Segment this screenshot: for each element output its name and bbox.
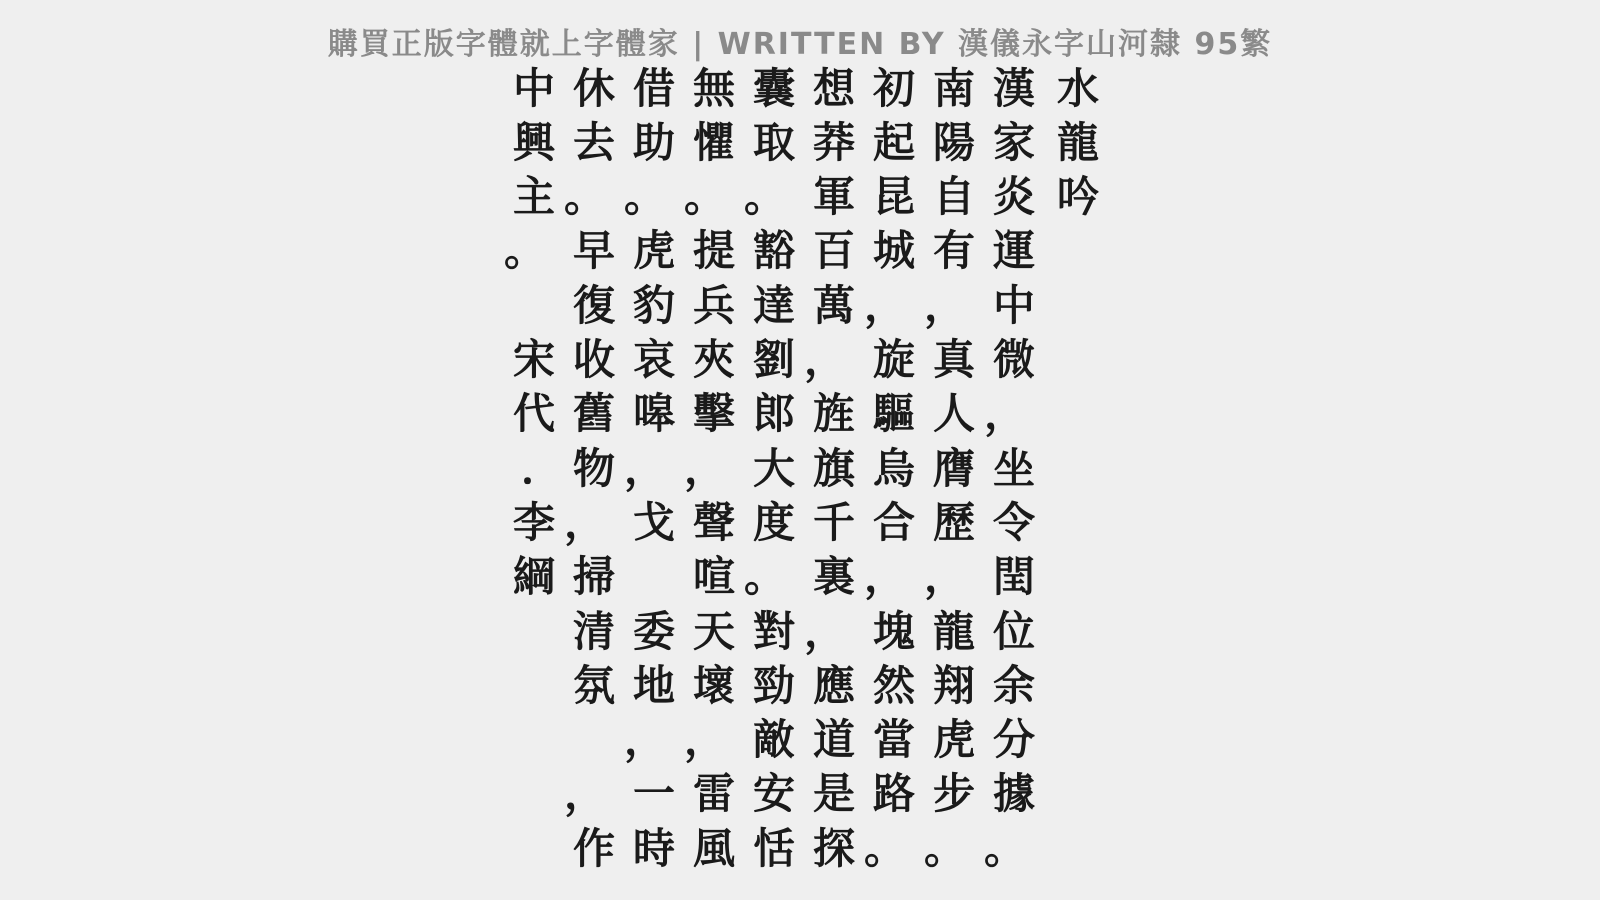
poem-glyph: 烏 [872,443,915,493]
poem-glyph: 無 [692,63,735,113]
poem-glyph: 清 [572,606,615,656]
poem-glyph: 對 [752,606,795,656]
poem-glyph: ， [863,552,906,602]
poem-glyph: 南 [932,63,975,113]
poem-glyph: 。 [743,172,786,222]
poem-glyph: 莽 [812,117,855,167]
poem-glyph: 萬 [812,280,855,330]
poem-glyph: 令 [992,497,1035,547]
poem-glyph: 軍 [812,172,855,222]
watermark-text: 購買正版字體就上字體家 | WRITTEN BY 漢儀永字山河隸 95繁 [327,27,1273,62]
poem-glyph: 助 [632,117,675,167]
poem-glyph: 當 [872,715,915,765]
poem-glyph: 早 [572,226,615,276]
poem-glyph: 地 [632,660,675,710]
poem-glyph: 合 [872,497,915,547]
poem-glyph: 收 [572,335,615,384]
poem-glyph: 位 [992,606,1035,656]
poem-glyph: ， [683,443,726,493]
poem-glyph: 喧 [692,552,735,602]
poem-glyph: 天 [692,606,735,656]
poem-glyph: 度 [752,497,795,547]
poem-glyph: 龍 [932,606,975,656]
poem-glyph: 氛 [572,660,615,710]
poem-glyph: ， [563,497,606,547]
poem-glyph: ， [803,606,846,656]
poem-glyph: 時 [632,823,675,873]
poem-glyph: 敵 [752,715,795,765]
poem-glyph: 旗 [812,443,855,493]
poem-glyph: 虎 [932,715,975,765]
poem-glyph: 掃 [572,552,615,602]
poem-glyph: 。 [683,172,726,222]
poem-glyph: 運 [992,226,1035,276]
poem-glyph: 虎 [632,226,675,276]
poem-glyph: 裏 [812,552,855,602]
attribution-glyph: ． [520,443,563,493]
poem-glyph: 膺 [932,443,975,493]
attribution-glyph: 主 [512,172,555,222]
poem-glyph: 舊 [572,389,615,439]
poem-glyph: 昆 [872,172,915,222]
poem-glyph: ， [863,280,906,330]
poem-glyph: 中 [992,280,1035,330]
poem-glyph: 劉 [752,335,795,384]
poem-glyph: 陽 [932,117,975,167]
poem-glyph: 城 [872,226,915,276]
poem-glyph: 委 [632,606,675,656]
poem-glyph [567,712,621,767]
poem-glyph: 囊 [752,63,795,113]
poem-glyph: 取 [752,117,795,167]
poem-glyph: 有 [932,226,975,276]
poem-glyph: 是 [812,769,855,819]
poem-glyph: 真 [932,335,975,384]
poem-glyph: 余 [992,660,1035,710]
attribution-glyph [507,278,561,333]
poem-glyph: 起 [872,117,915,167]
poem-glyph: ， [623,443,666,493]
attribution-glyph: 興 [512,117,555,167]
poem-glyph: 。 [863,823,906,873]
poem-title-glyph: 龍 [1056,117,1099,167]
poem-glyph: 借 [632,63,675,113]
poem-glyph: 嗥 [632,389,675,439]
poem-title-glyph: 水 [1056,63,1099,113]
poem-glyph: 人 [932,389,975,439]
poem-glyph: ， [803,335,846,384]
poem-glyph: 聲 [692,497,735,547]
attribution-glyph: 。 [503,226,546,276]
poem-glyph [627,549,681,604]
attribution-glyph: 中 [512,63,555,113]
poem-glyph: 休 [572,63,615,113]
poem-glyph: 步 [932,769,975,819]
poem-glyph: 夾 [692,335,735,384]
poem-glyph: 。 [983,823,1026,873]
poem-glyph: 。 [563,172,606,222]
poem-glyph: 。 [623,172,666,222]
poem-glyph: ， [923,552,966,602]
poem-glyph: 恬 [752,823,795,873]
poem-glyph: 壞 [692,660,735,710]
poem-glyph: 微 [992,335,1035,384]
poem-title-glyph: 吟 [1056,172,1099,222]
poem-glyph: 達 [752,280,795,330]
poem-glyph: 探 [812,823,855,873]
poem-glyph: 物 [572,443,615,493]
poem-glyph: 大 [752,443,795,493]
poem-glyph: ， [683,715,726,765]
poem-glyph: 炎 [992,172,1035,222]
poem-glyph: 。 [923,823,966,873]
poem-glyph: 想 [812,63,855,113]
poem-glyph: 道 [812,715,855,765]
poem-glyph: 擊 [692,389,735,439]
poem-glyph: 哀 [632,335,675,384]
poem-glyph: 提 [692,226,735,276]
poem-glyph: 閏 [992,552,1035,602]
poem-glyph: 自 [932,172,975,222]
poem-glyph: 郎 [752,389,795,439]
poem-glyph: 分 [992,715,1035,765]
poem-glyph: 歷 [932,497,975,547]
poem-glyph: 坐 [992,443,1035,493]
attribution-glyph: 宋 [512,335,555,384]
poem-glyph: 勁 [752,660,795,710]
poem-glyph: 風 [692,823,735,873]
attribution-glyph: 李 [512,497,555,547]
poem-glyph: 復 [572,280,615,330]
poem-glyph: ， [923,280,966,330]
poem-glyph: 安 [752,769,795,819]
poem-glyph: 家 [992,117,1035,167]
attribution-glyph: 綱 [512,552,555,602]
poem-glyph: 去 [572,117,615,167]
poem-glyph: 據 [992,769,1035,819]
poem-glyph: 豹 [632,280,675,330]
attribution-glyph: 代 [512,389,555,439]
poem-glyph: 百 [812,226,855,276]
poem-glyph: 一 [632,769,675,819]
poem-glyph: 翔 [932,660,975,710]
poem-glyph: 豁 [752,226,795,276]
poem-glyph: 旌 [812,389,855,439]
poem-glyph: 應 [812,660,855,710]
poem-glyph: 然 [872,660,915,710]
poem-glyph: 漢 [992,63,1035,113]
poem-glyph: 戈 [632,497,675,547]
poem-glyph: 初 [872,63,915,113]
poem-glyph: 路 [872,769,915,819]
poem-glyph: ， [623,715,666,765]
poem-glyph: ， [563,769,606,819]
poem-glyph: ， [983,389,1026,439]
poem-glyph: 。 [743,552,786,602]
poem-glyph: 驅 [872,389,915,439]
poem-glyph: 千 [812,497,855,547]
poem-glyph: 懼 [692,117,735,167]
poem-glyph: 塊 [872,606,915,656]
poem-glyph: 兵 [692,280,735,330]
poem-glyph: 旋 [872,335,915,384]
poem-glyph: 雷 [692,769,735,819]
poem-glyph: 作 [572,823,615,873]
